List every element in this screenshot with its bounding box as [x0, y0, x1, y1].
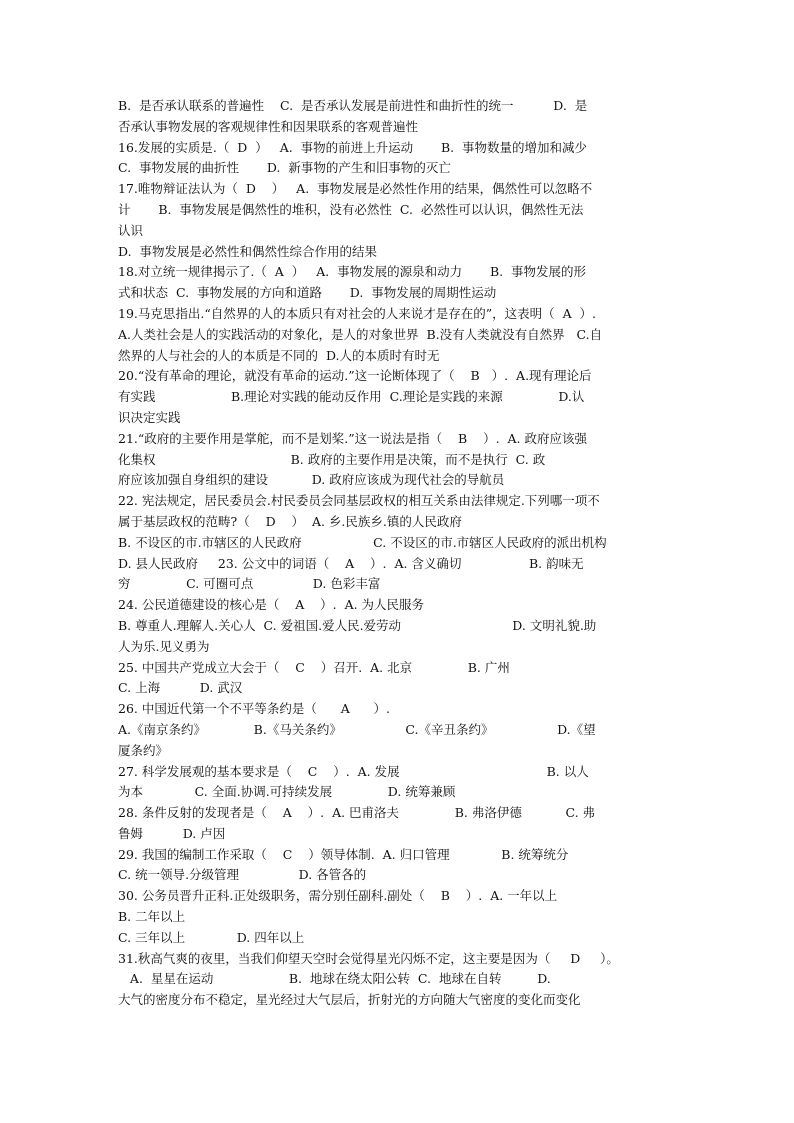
text-line: 然界的人与社会的人的本质是不同的 D.人的本质时有时无: [118, 347, 440, 363]
text-line: C. 统一领导.分级管理 D. 各管各的: [118, 867, 367, 883]
text-line: 计 B. 事物发展是偶然性的堆积，没有必然性 C. 必然性可以认识，偶然性无法: [118, 201, 584, 217]
text-line: 20.“没有革命的理论，就没有革命的运动.”这一论断体现了（ B ）. A.现有理论后: [118, 368, 592, 384]
text-line: B. 不设区的市.市辖区的人民政府 C. 不设区的市.市辖区人民政府的派出机构: [118, 534, 607, 550]
text-line: A.人类社会是人的实践活动的对象化，是人的对象世界 B.没有人类就没有自然界 C.自: [118, 326, 603, 342]
text-line: 16.发展的实质是.（ D ） A. 事物的前进上升运动 B. 事物数量的增加和减少: [118, 139, 588, 155]
text-line: D. 县人民政府 23. 公文中的词语（ A ）. A. 含义确切 B. 韵味无: [118, 555, 584, 571]
text-line: 22. 宪法规定，居民委员会.村民委员会同基层政权的相互关系由法律规定.下列哪一项不: [118, 493, 600, 509]
text-line: 人为乐.见义勇为: [118, 638, 210, 654]
text-line: 26. 中国近代第一个不平等条约是（ A ）.: [118, 701, 391, 717]
text-line: 24. 公民道德建设的核心是（ A ）. A. 为人民服务: [118, 597, 425, 613]
text-line: B. 尊重人.理解人.关心人 C. 爱祖国.爱人民.爱劳动 D. 文明礼貌.助: [118, 617, 597, 633]
text-line: 21.“政府的主要作用是掌舵，而不是划桨.”这一说法是指（ B ）. A. 政府应该强: [118, 430, 588, 446]
text-line: 19.马克思指出.“自然界的人的本质只有对社会的人来说才是存在的”，这表明（ A ）.: [118, 305, 597, 321]
text-line: A. 星星在运动 B. 地球在绕太阳公转 C. 地球在自转 D.: [118, 971, 551, 987]
text-line: 穷 C. 可圈可点 D. 色彩丰富: [118, 576, 381, 592]
text-line: 厦条约》: [118, 742, 169, 758]
text-line: 30. 公务员晋升正科.正处级职务，需分别任副科.副处（ B ）. A. 一年以上: [118, 888, 558, 904]
text-line: 式和状态 C. 事物发展的方向和道路 D. 事物发展的周期性运动: [118, 285, 497, 301]
text-line: D. 事物发展是必然性和偶然性综合作用的结果: [118, 243, 377, 259]
text-line: 28. 条件反射的发现者是（ A ）. A. 巴甫洛夫 B. 弗洛伊德 C. 弗: [118, 805, 596, 821]
text-line: B. 二年以上: [118, 909, 186, 925]
text-line: 有实践 B.理论对实践的能动反作用 C.理论是实践的来源 D.认: [118, 389, 585, 405]
text-line: 化集权 B. 政府的主要作用是决策，而不是执行 C. 政: [118, 451, 546, 467]
text-line: 25. 中国共产党成立大会于（ C ）召开. A. 北京 B. 广州: [118, 659, 510, 675]
text-line: C. 三年以上 D. 四年以上: [118, 929, 305, 945]
text-line: 属于基层政权的范畴?（ D ） A. 乡.民族乡.镇的人民政府: [118, 513, 462, 529]
text-line: 27. 科学发展观的基本要求是（ C ）. A. 发展 B. 以人: [118, 763, 589, 779]
text-line: 18.对立统一规律揭示了.（ A ） A. 事物发展的源泉和动力 B. 事物发展的形: [118, 264, 587, 280]
text-line: 为本 C. 全面.协调.可持续发展 D. 统筹兼顾: [118, 784, 456, 800]
text-line: 认识: [118, 222, 144, 238]
text-line: 29. 我国的编制工作采取（ C ）领导体制. A. 归口管理 B. 统筹统分: [118, 846, 569, 862]
text-line: 17.唯物辩证法认为（ D ） A. 事物发展是必然性作用的结果，偶然性可以忽略不: [118, 181, 593, 197]
text-line: C. 上海 D. 武汉: [118, 680, 243, 696]
text-line: 识决定实践: [118, 409, 181, 425]
document-page: [118, 96, 678, 1011]
text-line: 31.秋高气爽的夜里，当我们仰望天空时会觉得星光闪烁不定，这主要是因为（ D ）。: [118, 950, 619, 966]
text-line: 鲁姆 D. 卢因: [118, 825, 226, 841]
text-line: 府应该加强自身组织的建设 D. 政府应该成为现代社会的导航员: [118, 472, 505, 488]
text-line: C. 事物发展的曲折性 D. 新事物的产生和旧事物的灭亡: [118, 160, 451, 176]
text-line: 大气的密度分布不稳定，星光经过大气层后，折射光的方向随大气密度的变化而变化: [118, 992, 581, 1008]
text-line: A.《南京条约》 B.《马关条约》 C.《辛丑条约》 D.《望: [118, 721, 596, 737]
text-line: 否承认事物发展的客观规律性和因果联系的客观普遍性: [118, 118, 419, 134]
text-line: B. 是否承认联系的普遍性 C. 是否承认发展是前进性和曲折性的统一 D. 是: [118, 98, 588, 113]
